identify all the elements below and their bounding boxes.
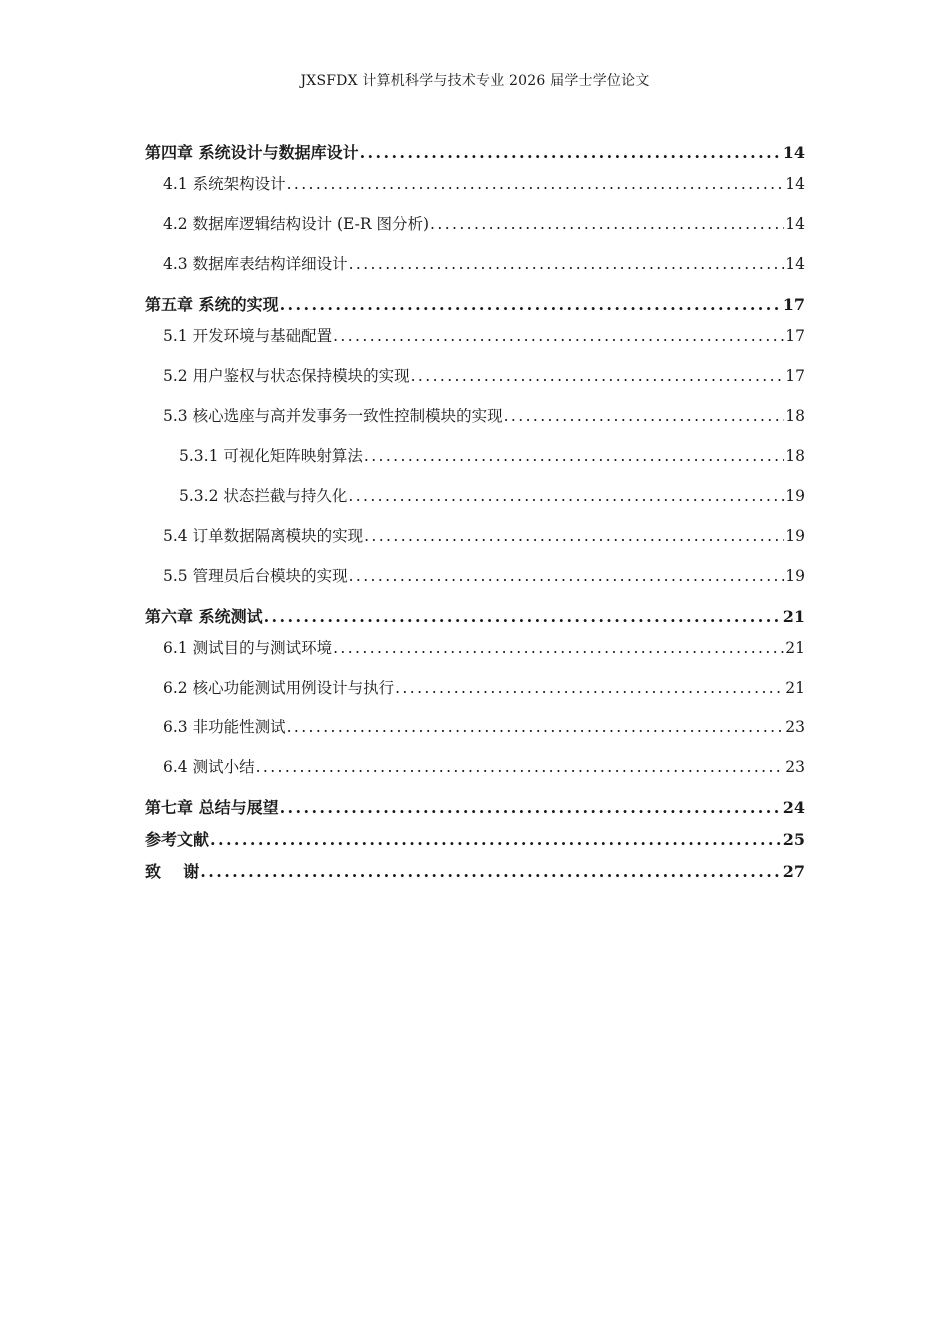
toc-entry[interactable] xyxy=(145,252,805,274)
toc-entry-title: 5.3.1 可视化矩阵映射算法 xyxy=(179,447,363,465)
toc-entry-title: 5.3.2 状态拦截与持久化 xyxy=(179,487,348,505)
toc-leader-dots xyxy=(280,798,782,817)
toc-entry-title: 第四章 系统设计与数据库设计 xyxy=(145,143,359,162)
toc-leader-dots xyxy=(504,407,785,425)
toc-entry-title: 5.4 订单数据隔离模块的实现 xyxy=(163,527,364,545)
toc-entry-title: 参考文献 xyxy=(145,830,210,849)
toc-leader-dots xyxy=(395,679,784,697)
toc-leader-dots xyxy=(287,175,785,193)
toc-entry-title: 5.3 核心选座与高并发事务一致性控制模块的实现 xyxy=(163,407,503,425)
toc-entry-title: 4.2 数据库逻辑结构设计 (E-R 图分析) xyxy=(163,215,430,233)
toc-entry-page: 21 xyxy=(785,639,805,657)
toc-entry[interactable] xyxy=(145,795,805,818)
toc-entry-page: 24 xyxy=(782,798,805,817)
toc-entry[interactable] xyxy=(145,524,805,546)
toc-leader-dots xyxy=(256,758,785,776)
toc-leader-dots xyxy=(264,607,782,626)
toc-entry-title: 6.1 测试目的与测试环境 xyxy=(163,639,333,657)
toc-entry-page: 19 xyxy=(785,567,805,585)
toc-entry-page: 14 xyxy=(785,255,805,273)
toc-leader-dots xyxy=(280,295,782,314)
toc-entry[interactable] xyxy=(145,292,805,315)
toc-entry[interactable] xyxy=(145,604,805,627)
toc-leader-dots xyxy=(348,487,784,505)
toc-entry[interactable] xyxy=(145,172,805,194)
toc-entry-page: 17 xyxy=(782,295,805,314)
toc-entry-page: 14 xyxy=(785,215,805,233)
toc-entry[interactable] xyxy=(145,212,805,234)
toc-entry-page: 21 xyxy=(785,679,805,697)
toc-leader-dots xyxy=(333,639,784,657)
toc-entry[interactable] xyxy=(145,564,805,586)
toc-entry[interactable] xyxy=(145,676,805,698)
toc-entry-title: 第六章 系统测试 xyxy=(145,607,263,626)
toc-entry-page: 25 xyxy=(782,830,805,849)
toc-entry[interactable] xyxy=(145,140,805,163)
toc-entry-title: 5.2 用户鉴权与状态保持模块的实现 xyxy=(163,367,410,385)
toc-entry-title: 6.3 非功能性测试 xyxy=(163,718,286,736)
toc-entry[interactable] xyxy=(145,859,805,882)
toc-entry-page: 14 xyxy=(782,143,805,162)
toc-entry-title: 6.2 核心功能测试用例设计与执行 xyxy=(163,679,395,697)
toc-entry-page: 18 xyxy=(785,407,805,425)
toc-entry-page: 27 xyxy=(782,862,805,881)
toc-leader-dots xyxy=(349,567,785,585)
toc-leader-dots xyxy=(210,830,782,849)
toc-entry-title: 第五章 系统的实现 xyxy=(145,295,279,314)
toc-entry-title: 5.1 开发环境与基础配置 xyxy=(163,327,333,345)
toc-leader-dots xyxy=(333,327,784,345)
toc-entry[interactable] xyxy=(145,484,805,506)
toc-leader-dots xyxy=(200,862,781,881)
toc-entry[interactable] xyxy=(145,827,805,850)
toc-entry-page: 19 xyxy=(785,527,805,545)
toc-entry-page: 14 xyxy=(785,175,805,193)
toc-entry-page: 21 xyxy=(782,607,805,626)
toc-entry-title: 致 谢 xyxy=(145,862,200,881)
toc-entry-title: 4.1 系统架构设计 xyxy=(163,175,286,193)
toc-entry[interactable] xyxy=(145,324,805,346)
toc-leader-dots xyxy=(287,718,785,736)
toc-leader-dots xyxy=(360,143,782,162)
toc-entry-page: 19 xyxy=(785,487,805,505)
toc-entry-page: 23 xyxy=(785,758,805,776)
toc-entry-title: 5.5 管理员后台模块的实现 xyxy=(163,567,348,585)
toc-leader-dots xyxy=(349,255,785,273)
toc-entry[interactable] xyxy=(145,715,805,737)
toc-entry-page: 18 xyxy=(785,447,805,465)
toc-leader-dots xyxy=(364,447,784,465)
toc-entry[interactable] xyxy=(145,444,805,466)
toc-entry-page: 17 xyxy=(785,367,805,385)
page-header: JXSFDX 计算机科学与技术专业 2026 届学士学位论文 xyxy=(300,73,650,89)
toc-entry-title: 4.3 数据库表结构详细设计 xyxy=(163,255,348,273)
toc-entry[interactable] xyxy=(145,364,805,386)
toc-entry[interactable] xyxy=(145,755,805,777)
toc-leader-dots xyxy=(430,215,784,233)
toc-entry[interactable] xyxy=(145,404,805,426)
toc-entry-page: 17 xyxy=(785,327,805,345)
toc-entry-title: 第七章 总结与展望 xyxy=(145,798,279,817)
toc-leader-dots xyxy=(364,527,784,545)
toc-leader-dots xyxy=(411,367,785,385)
toc-entry-title: 6.4 测试小结 xyxy=(163,758,255,776)
toc-entry-page: 23 xyxy=(785,718,805,736)
toc-entry[interactable] xyxy=(145,636,805,658)
